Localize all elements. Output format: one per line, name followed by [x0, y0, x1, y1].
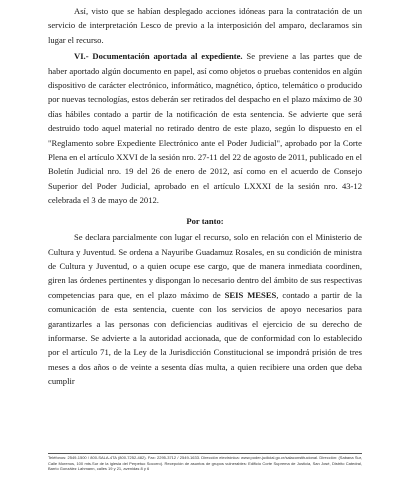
page-footer: Teléfonos: 2549-1500 / 800-SALA-4TA (800-7252-482). Fax: 2295-3712 / 2549-1633. Dirección electrónica: www.poder-judicial.go.cr/salaconstitucional. Dirección: (Sabana Sur, Calle Morenos, 100 mts.Sur de la iglesia del Perpetuo Socorro). Recepción de asuntos de grupos vulnerables: Edificio Corte Suprema de Justicia, San José, Distrito Catedral, Barrio González Lahmann, calles 19 y 21, avenidas 8 y 6: [48, 455, 362, 472]
paragraph-documentation-text: Se previene a las partes que de haber aportado algún documento en papel, así como objetos o pruebas contenidos en algún dispositivo de carácter electrónico, informático, magnético, óptico, telemático o producido por nuevas tecnologías, estos deberán ser retirados del despacho en el plazo máximo de 30 días hábiles contado a partir de la notificación de esta sentencia. Se advierte que será destruido todo aquel material no retirado dentro de este plazo, según lo dispuesto en el "Reglamento sobre Expediente Electrónico ante el Poder Judicial", aprobado por la Corte Plena en el artículo XXVI de la sesión nro. 27-11 del 22 de agosto de 2011, publicado en el Boletín Judicial nro. 19 del 26 de enero de 2012, así como en el acuerdo de Consejo Superior del Poder Judicial, aprobado en el artículo LXXXI de la sesión nro. 43-12 celebrada el 3 de mayo de 2012.: [48, 51, 362, 206]
paragraph-conclusion: [48, 4, 362, 47]
paragraph-resolution-text-b: , contado a partir de la comunicación de esta sentencia, cuente con los servicios de apoyo necesarios para garantizarles a las personas con deficiencias auditivas el ejercicio de su derecho de informarse. Se advierte a la autoridad accionada, que de conformidad con lo establecido por el artículo 71, de la Ley de la Jurisdicción Constitucional se impondrá prisión de tres meses a dos años o de veinte a sesenta días multa, a quien recibiere una orden que deba cumplir: [48, 289, 362, 387]
paragraph-resolution: [48, 230, 362, 388]
heading-por-tanto: Por tanto:: [186, 215, 224, 226]
footer-divider: [48, 453, 362, 454]
deadline-emphasis: SEIS MESES: [224, 289, 277, 300]
paragraph-resolution-text-a: Se declara parcialmente con lugar el recurso, solo en relación con el Ministerio de Cultura y Juventud. Se ordena a Nayuribe Guadamuz Rosales, en su condición de ministra de Cultura y Juventud, o a quien ocupe ese cargo, que de manera inmediata coordinen, giren las órdenes pertinentes y dispongan lo necesario dentro del ámbito de sus respectivas competencias para que, en el plazo máximo de: [48, 232, 362, 300]
document-page: [48, 4, 362, 389]
paragraph-conclusion-text: Así, visto que se habían desplegado acciones idóneas para la contratación de un servicio de interpretación Lesco de previo a la interposición del amparo, declaramos sin lugar el recurso.: [48, 6, 362, 45]
section-heading-documentation: VI.- Documentación aportada al expediente.: [74, 51, 243, 62]
paragraph-documentation: [48, 49, 362, 207]
